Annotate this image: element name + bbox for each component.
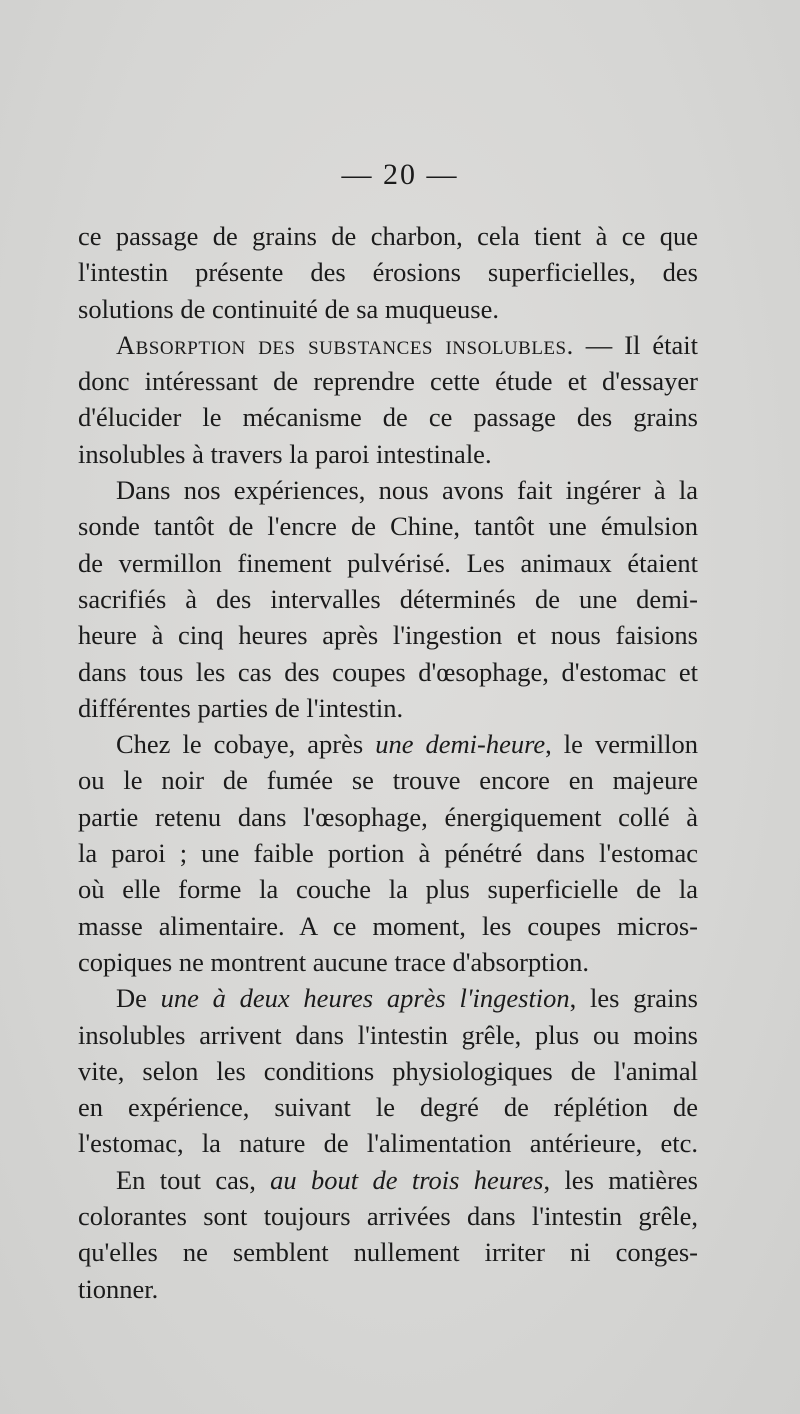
text-line: sonde tantôt de l'encre de Chine, tantôt une émulsion xyxy=(78,511,698,542)
text-line: copiques ne montrent aucune trace d'absorption. xyxy=(78,946,590,977)
text-line: ce passage de grains de charbon, cela tient à ce que xyxy=(78,221,698,251)
text-fragment: — Il était xyxy=(573,329,698,360)
text-line: donc intéressant de reprendre cette étude et d'essayer xyxy=(78,366,698,397)
text-line: de vermillon finement pulvérisé. Les animaux étaient xyxy=(78,547,698,578)
text-fragment: , le vermillon xyxy=(545,729,698,760)
text-fragment: , les grains xyxy=(569,983,698,1014)
text-line: l'estomac, la nature de l'alimentation antérieure, etc. xyxy=(78,1128,698,1159)
text-fragment: , les matières xyxy=(543,1164,698,1195)
text-line: tionner. xyxy=(78,1273,159,1304)
text-line: heure à cinq heures après l'ingestion et nous faisions xyxy=(78,620,698,651)
text-line: en expérience, suivant le degré de réplétion de xyxy=(78,1092,698,1123)
section-heading: Absorption des substances insolubles. xyxy=(116,329,574,360)
text-line: la paroi ; une faible portion à pénétré dans l'estomac xyxy=(78,838,698,869)
text-line: solutions de continuité de sa muqueuse. xyxy=(78,293,499,324)
text-line-mixed xyxy=(78,1162,698,1198)
text-line: partie retenu dans l'œsophage, énergiquement collé à xyxy=(78,801,698,832)
text-line: insolubles arrivent dans l'intestin grêle, plus ou moins xyxy=(78,1019,698,1050)
text-line: différentes parties de l'intestin. xyxy=(78,692,404,723)
text-line: colorantes sont toujours arrivées dans l'intestin grêle, xyxy=(78,1201,698,1232)
text-fragment: De xyxy=(116,983,161,1014)
text-line-mixed xyxy=(78,726,698,762)
text-line-mixed xyxy=(78,980,698,1016)
text-fragment: En tout cas, xyxy=(116,1164,271,1195)
italic-phrase: au bout de trois heures xyxy=(270,1164,544,1195)
italic-phrase: une demi-heure xyxy=(375,729,546,760)
italic-phrase: une à deux heures après l'ingestion xyxy=(160,983,570,1014)
section-heading-line xyxy=(78,327,698,363)
page-number: — 20 — xyxy=(341,158,459,191)
text-line: masse alimentaire. A ce moment, les coupes micros- xyxy=(78,910,698,941)
body-text xyxy=(78,218,698,1307)
text-line: sacrifiés à des intervalles déterminés de une demi- xyxy=(78,583,698,614)
text-line: insolubles à travers la paroi intestinale. xyxy=(78,438,492,469)
text-line: où elle forme la couche la plus superficielle de la xyxy=(78,874,698,905)
text-line: Dans nos expériences, nous avons fait ingérer à la xyxy=(116,475,698,506)
text-line: d'élucider le mécanisme de ce passage des grains xyxy=(78,402,698,433)
text-line: l'intestin présente des érosions superficielles, des xyxy=(78,257,698,288)
text-line: dans tous les cas des coupes d'œsophage, d'estomac et xyxy=(78,656,698,687)
text-line: vite, selon les conditions physiologiques de l'animal xyxy=(78,1055,698,1086)
text-fragment: Chez le cobaye, après xyxy=(116,729,376,760)
text-line: qu'elles ne semblent nullement irriter ni conges- xyxy=(78,1237,698,1268)
text-line: ou le noir de fumée se trouve encore en majeure xyxy=(78,765,698,796)
